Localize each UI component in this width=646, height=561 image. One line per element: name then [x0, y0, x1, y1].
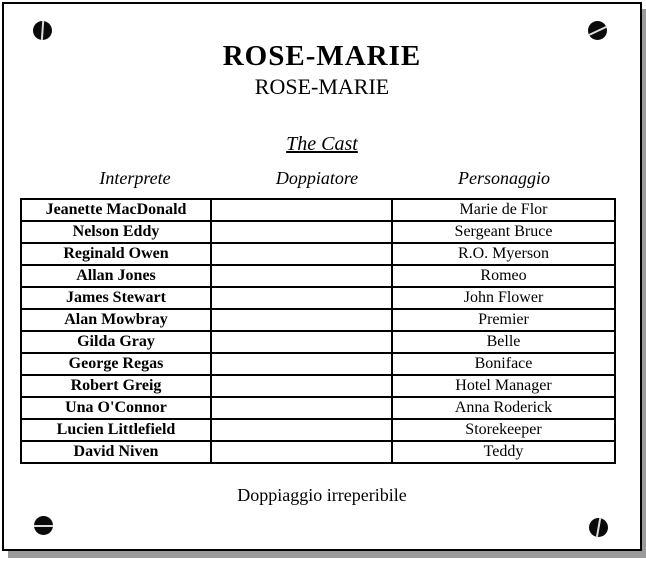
table-row: [21, 309, 615, 331]
film-title: ROSE-MARIE: [222, 40, 422, 72]
actor-cell: Alan Mowbray: [21, 309, 211, 331]
actor-cell: Reginald Owen: [21, 243, 211, 265]
actor-cell: David Niven: [21, 441, 211, 463]
cast-card-panel: [2, 2, 642, 551]
column-header-interprete: Interprete: [99, 168, 171, 188]
voice-cell: [211, 199, 392, 221]
actor-cell: Jeanette MacDonald: [21, 199, 211, 221]
character-cell: R.O. Myerson: [392, 243, 615, 265]
dubbing-note: Doppiaggio irreperibile: [237, 485, 407, 505]
voice-cell: [211, 375, 392, 397]
character-cell: Teddy: [392, 441, 615, 463]
character-cell: Boniface: [392, 353, 615, 375]
voice-cell: [211, 419, 392, 441]
screw-slot: [41, 21, 45, 40]
character-cell: Premier: [392, 309, 615, 331]
cast-table: [20, 198, 616, 464]
screw-icon: [33, 21, 52, 40]
actor-cell: James Stewart: [21, 287, 211, 309]
screw-slot: [595, 518, 601, 537]
table-row: [21, 199, 615, 221]
actor-cell: George Regas: [21, 353, 211, 375]
character-cell: John Flower: [392, 287, 615, 309]
cast-section-heading: The Cast: [286, 133, 358, 155]
table-row: [21, 265, 615, 287]
voice-cell: [211, 331, 392, 353]
actor-cell: Lucien Littlefield: [21, 419, 211, 441]
table-row: [21, 331, 615, 353]
screw-icon: [588, 21, 607, 40]
table-row: [21, 243, 615, 265]
table-row: [21, 397, 615, 419]
character-cell: Belle: [392, 331, 615, 353]
character-cell: Anna Roderick: [392, 397, 615, 419]
table-row: [21, 441, 615, 463]
table-row: [21, 419, 615, 441]
column-header-doppiatore: Doppiatore: [275, 168, 359, 188]
actor-cell: Una O'Connor: [21, 397, 211, 419]
screw-icon: [34, 516, 53, 535]
screw-slot: [34, 525, 53, 527]
actor-cell: Nelson Eddy: [21, 221, 211, 243]
voice-cell: [211, 353, 392, 375]
voice-cell: [211, 265, 392, 287]
voice-cell: [211, 441, 392, 463]
screw-icon: [589, 518, 608, 537]
voice-cell: [211, 287, 392, 309]
column-header-personaggio: Personaggio: [458, 168, 550, 188]
character-cell: Hotel Manager: [392, 375, 615, 397]
actor-cell: Robert Greig: [21, 375, 211, 397]
voice-cell: [211, 309, 392, 331]
voice-cell: [211, 397, 392, 419]
film-subtitle: ROSE-MARIE: [254, 74, 390, 99]
voice-cell: [211, 221, 392, 243]
character-cell: Sergeant Bruce: [392, 221, 615, 243]
actor-cell: Gilda Gray: [21, 331, 211, 353]
voice-cell: [211, 243, 392, 265]
character-cell: Romeo: [392, 265, 615, 287]
actor-cell: Allan Jones: [21, 265, 211, 287]
table-row: [21, 287, 615, 309]
screw-slot: [588, 24, 607, 36]
character-cell: Storekeeper: [392, 419, 615, 441]
table-row: [21, 221, 615, 243]
table-row: [21, 375, 615, 397]
table-row: [21, 353, 615, 375]
table-column-headers: [4, 164, 640, 192]
character-cell: Marie de Flor: [392, 199, 615, 221]
